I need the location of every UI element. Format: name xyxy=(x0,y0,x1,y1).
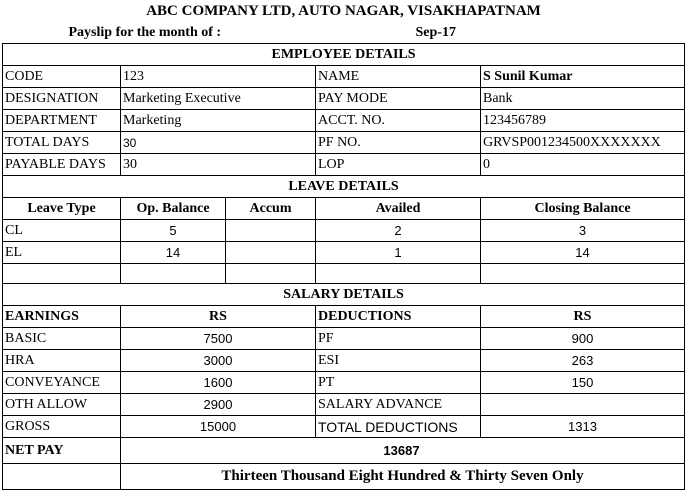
el-availed: 1 xyxy=(316,242,481,264)
pay-mode-label: PAY MODE xyxy=(316,88,481,110)
lop-label: LOP xyxy=(316,154,481,176)
payslip-label: Payslip for the month of : xyxy=(68,24,222,40)
earning-conveyance-amount: 1600 xyxy=(121,372,316,394)
cl-closing: 3 xyxy=(481,220,685,242)
total-days-value: 30 xyxy=(121,132,316,154)
lop-value: 0 xyxy=(481,154,685,176)
earning-hra-label: HRA xyxy=(3,350,121,372)
salary-section-title: SALARY DETAILS xyxy=(3,284,685,306)
availed-header: Availed xyxy=(316,198,481,220)
earning-basic-label: BASIC xyxy=(3,328,121,350)
code-label: CODE xyxy=(3,66,121,88)
amount-in-words: Thirteen Thousand Eight Hundred & Thirty Seven Only xyxy=(121,464,685,490)
payslip-month: Sep-17 xyxy=(415,24,456,40)
earnings-header: EARNINGS xyxy=(3,306,121,328)
acct-no-value: 123456789 xyxy=(481,110,685,132)
pf-no-value: GRVSP001234500XXXXXXX xyxy=(481,132,685,154)
cl-op-balance: 5 xyxy=(121,220,226,242)
el-op-balance: 14 xyxy=(121,242,226,264)
gross-amount: 15000 xyxy=(121,416,316,438)
total-days-label: TOTAL DAYS xyxy=(3,132,121,154)
cl-availed: 2 xyxy=(316,220,481,242)
payable-days-value: 30 xyxy=(121,154,316,176)
blank-cell xyxy=(481,264,685,284)
deduction-pf-amount: 900 xyxy=(481,328,685,350)
earning-hra-amount: 3000 xyxy=(121,350,316,372)
code-value: 123 xyxy=(121,66,316,88)
blank-cell xyxy=(316,264,481,284)
el-accum xyxy=(226,242,316,264)
leave-type-header: Leave Type xyxy=(3,198,121,220)
payslip-table xyxy=(2,1,685,490)
net-pay-value: 13687 xyxy=(121,438,685,464)
designation-value: Marketing Executive xyxy=(121,88,316,110)
deduction-salary-advance-label: SALARY ADVANCE xyxy=(316,394,481,416)
earning-oth-allow-label: OTH ALLOW xyxy=(3,394,121,416)
payslip xyxy=(2,1,684,490)
deductions-rs-header: RS xyxy=(481,306,685,328)
employee-section-title: EMPLOYEE DETAILS xyxy=(3,44,685,66)
leave-type-cl: CL xyxy=(3,220,121,242)
earning-conveyance-label: CONVEYANCE xyxy=(3,372,121,394)
deduction-salary-advance-amount xyxy=(481,394,685,416)
net-pay-label: NET PAY xyxy=(3,438,121,464)
blank-cell xyxy=(3,464,121,490)
total-deductions-label: TOTAL DEDUCTIONS xyxy=(316,416,481,438)
blank-cell xyxy=(121,264,226,284)
gross-label: GROSS xyxy=(3,416,121,438)
leave-section-title: LEAVE DETAILS xyxy=(3,176,685,198)
pay-mode-value: Bank xyxy=(481,88,685,110)
blank-cell xyxy=(3,264,121,284)
payable-days-label: PAYABLE DAYS xyxy=(3,154,121,176)
total-deductions-amount: 1313 xyxy=(481,416,685,438)
name-label: NAME xyxy=(316,66,481,88)
cl-accum xyxy=(226,220,316,242)
earnings-rs-header: RS xyxy=(121,306,316,328)
deductions-header: DEDUCTIONS xyxy=(316,306,481,328)
department-value: Marketing xyxy=(121,110,316,132)
leave-type-el: EL xyxy=(3,242,121,264)
deduction-pf-label: PF xyxy=(316,328,481,350)
el-closing: 14 xyxy=(481,242,685,264)
name-value: S Sunil Kumar xyxy=(481,66,685,88)
op-balance-header: Op. Balance xyxy=(121,198,226,220)
earning-oth-allow-amount: 2900 xyxy=(121,394,316,416)
acct-no-label: ACCT. NO. xyxy=(316,110,481,132)
accum-header: Accum xyxy=(226,198,316,220)
department-label: DEPARTMENT xyxy=(3,110,121,132)
closing-balance-header: Closing Balance xyxy=(481,198,685,220)
deduction-esi-amount: 263 xyxy=(481,350,685,372)
company-title: ABC COMPANY LTD, AUTO NAGAR, VISAKHAPATNAM xyxy=(146,3,541,19)
earning-basic-amount: 7500 xyxy=(121,328,316,350)
designation-label: DESIGNATION xyxy=(3,88,121,110)
pf-no-label: PF NO. xyxy=(316,132,481,154)
blank-cell xyxy=(226,264,316,284)
deduction-esi-label: ESI xyxy=(316,350,481,372)
deduction-pt-amount: 150 xyxy=(481,372,685,394)
deduction-pt-label: PT xyxy=(316,372,481,394)
